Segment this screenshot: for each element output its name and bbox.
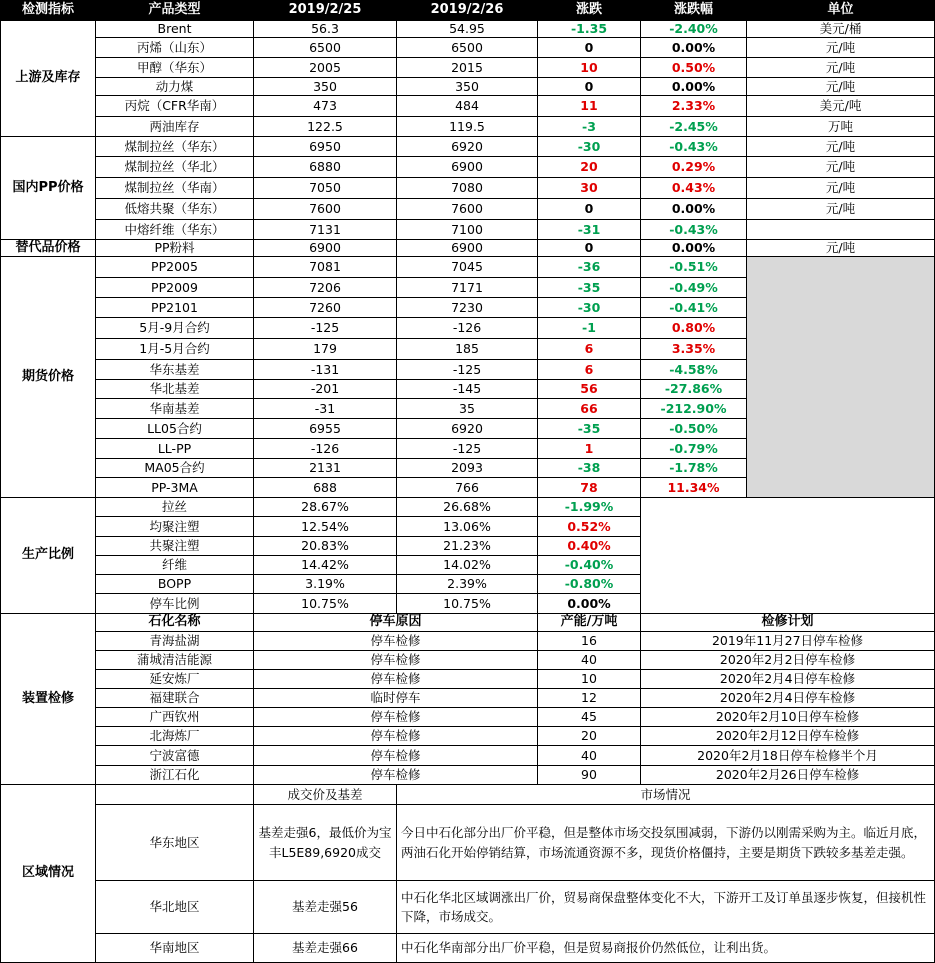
change-value: -30 (538, 298, 641, 318)
change-value: 0 (538, 240, 641, 257)
blank-cell (96, 785, 254, 805)
product-name: 拉丝 (96, 498, 254, 517)
change-percent: -2.45% (641, 117, 747, 137)
unit: 元/吨 (747, 178, 935, 199)
change-value: 30 (538, 178, 641, 199)
product-name: 均聚注塑 (96, 517, 254, 537)
value-2019-2-25: 28.67% (254, 498, 397, 517)
change-value: -1.99% (538, 498, 641, 517)
stop-reason: 停车检修 (254, 708, 538, 727)
change-value: 1 (538, 439, 641, 459)
capacity: 40 (538, 746, 641, 766)
product-name: LL05合约 (96, 419, 254, 439)
category-label: 生产比例 (1, 498, 96, 614)
change-value: 0 (538, 78, 641, 96)
value-2019-2-26: 766 (397, 478, 538, 498)
product-name: 两油库存 (96, 117, 254, 137)
change-value: -1.35 (538, 21, 641, 38)
value-2019-2-25: 7260 (254, 298, 397, 318)
region-name: 华东地区 (96, 805, 254, 881)
value-2019-2-25: 6900 (254, 240, 397, 257)
change-value: -3 (538, 117, 641, 137)
product-name: 共聚注塑 (96, 537, 254, 556)
change-value: -36 (538, 257, 641, 278)
unit: 美元/吨 (747, 96, 935, 117)
value-2019-2-25: -126 (254, 439, 397, 459)
table-row (1, 651, 935, 670)
unit: 美元/桶 (747, 21, 935, 38)
plant-name: 福建联合 (96, 689, 254, 708)
table-row (1, 766, 935, 785)
value-2019-2-26: 6500 (397, 38, 538, 58)
change-percent: 0.00% (641, 240, 747, 257)
category-label: 国内PP价格 (1, 137, 96, 240)
market-summary: 今日中石化部分出厂价平稳，但是整体市场交投氛围减弱，下游仍以刚需采购为主。临近月底，两油石化开始停销结算，市场流通资源不多，现货价格僵持，主要是期货下跌较多基差走强。 (397, 805, 935, 881)
table-row (1, 157, 935, 178)
value-2019-2-25: 6500 (254, 38, 397, 58)
product-name: 煤制拉丝（华东） (96, 137, 254, 157)
table-row (1, 689, 935, 708)
value-2019-2-26: -125 (397, 360, 538, 380)
value-2019-2-25: 3.19% (254, 575, 397, 594)
category-label: 上游及库存 (1, 21, 96, 137)
capacity: 10 (538, 670, 641, 689)
capacity: 12 (538, 689, 641, 708)
capacity: 16 (538, 632, 641, 651)
value-2019-2-25: 7206 (254, 278, 397, 298)
value-2019-2-25: 122.5 (254, 117, 397, 137)
table-row (1, 78, 935, 96)
change-percent: 11.34% (641, 478, 747, 498)
capacity: 45 (538, 708, 641, 727)
column-header: 2019/2/26 (397, 1, 538, 21)
maintenance-plan: 2020年2月26日停车检修 (641, 766, 935, 785)
change-percent: 2.33% (641, 96, 747, 117)
change-value: -1 (538, 318, 641, 339)
change-value: 66 (538, 399, 641, 419)
region-name: 华北地区 (96, 881, 254, 934)
change-percent: -2.40% (641, 21, 747, 38)
table-row (1, 199, 935, 220)
value-2019-2-25: -131 (254, 360, 397, 380)
change-value: 6 (538, 360, 641, 380)
value-2019-2-25: 7131 (254, 220, 397, 240)
product-name: 丙烯（山东） (96, 38, 254, 58)
value-2019-2-26: 7080 (397, 178, 538, 199)
change-percent: -212.90% (641, 399, 747, 419)
change-percent: -0.51% (641, 257, 747, 278)
plant-name: 广西钦州 (96, 708, 254, 727)
change-value: 0.52% (538, 517, 641, 537)
plant-name: 延安炼厂 (96, 670, 254, 689)
stop-reason: 停车检修 (254, 670, 538, 689)
product-name: 煤制拉丝（华北） (96, 157, 254, 178)
unit: 元/吨 (747, 240, 935, 257)
change-value: 78 (538, 478, 641, 498)
change-percent: -0.49% (641, 278, 747, 298)
value-2019-2-26: 2.39% (397, 575, 538, 594)
change-percent: 0.50% (641, 58, 747, 78)
table-row (1, 240, 935, 257)
product-name: PP2005 (96, 257, 254, 278)
blank-area (641, 498, 935, 614)
value-2019-2-25: 2131 (254, 459, 397, 478)
table-row (1, 670, 935, 689)
column-header: 单位 (747, 1, 935, 21)
product-name: 中熔纤维（华东） (96, 220, 254, 240)
value-2019-2-26: 350 (397, 78, 538, 96)
unit: 元/吨 (747, 157, 935, 178)
product-name: Brent (96, 21, 254, 38)
change-value: -31 (538, 220, 641, 240)
change-percent: 0.43% (641, 178, 747, 199)
unit: 元/吨 (747, 199, 935, 220)
value-2019-2-26: 26.68% (397, 498, 538, 517)
column-header: 2019/2/25 (254, 1, 397, 21)
change-value: 0.00% (538, 594, 641, 614)
plant-name: 蒲城清洁能源 (96, 651, 254, 670)
table-row (1, 881, 935, 934)
value-2019-2-26: 2015 (397, 58, 538, 78)
value-2019-2-26: -126 (397, 318, 538, 339)
column-header: 检修计划 (641, 614, 935, 632)
table-row (1, 257, 935, 278)
value-2019-2-26: 7230 (397, 298, 538, 318)
column-header: 产能/万吨 (538, 614, 641, 632)
change-value: 11 (538, 96, 641, 117)
stop-reason: 停车检修 (254, 727, 538, 746)
value-2019-2-25: 7050 (254, 178, 397, 199)
maintenance-plan: 2020年2月18日停车检修半个月 (641, 746, 935, 766)
product-name: PP粉料 (96, 240, 254, 257)
value-2019-2-26: 14.02% (397, 556, 538, 575)
change-value: 56 (538, 380, 641, 399)
change-value: 20 (538, 157, 641, 178)
value-2019-2-26: 21.23% (397, 537, 538, 556)
value-2019-2-26: 13.06% (397, 517, 538, 537)
change-percent: -1.78% (641, 459, 747, 478)
change-value: -0.80% (538, 575, 641, 594)
product-name: 华北基差 (96, 380, 254, 399)
value-2019-2-26: 6920 (397, 137, 538, 157)
unit: 元/吨 (747, 58, 935, 78)
table-row (1, 632, 935, 651)
change-percent: -0.43% (641, 137, 747, 157)
change-value: 10 (538, 58, 641, 78)
market-summary: 中石化华南部分出厂价平稳，但是贸易商报价仍然低位，让利出货。 (397, 934, 935, 963)
value-2019-2-26: 35 (397, 399, 538, 419)
unit: 元/吨 (747, 38, 935, 58)
maintenance-plan: 2020年2月2日停车检修 (641, 651, 935, 670)
value-2019-2-26: 10.75% (397, 594, 538, 614)
table-row (1, 934, 935, 963)
value-2019-2-26: 6900 (397, 240, 538, 257)
column-header: 成交价及基差 (254, 785, 397, 805)
column-header: 石化名称 (96, 614, 254, 632)
product-name: 1月-5月合约 (96, 339, 254, 360)
maintenance-plan: 2020年2月10日停车检修 (641, 708, 935, 727)
value-2019-2-25: -125 (254, 318, 397, 339)
change-value: 0.40% (538, 537, 641, 556)
maintenance-plan: 2020年2月12日停车检修 (641, 727, 935, 746)
maintenance-plan: 2019年11月27日停车检修 (641, 632, 935, 651)
unit (747, 220, 935, 240)
change-percent: -27.86% (641, 380, 747, 399)
region-header-row (1, 785, 935, 805)
column-header: 市场情况 (397, 785, 935, 805)
value-2019-2-25: 6950 (254, 137, 397, 157)
table-row (1, 58, 935, 78)
unit: 万吨 (747, 117, 935, 137)
maintenance-header-row (1, 614, 935, 632)
capacity: 40 (538, 651, 641, 670)
value-2019-2-26: 6920 (397, 419, 538, 439)
value-2019-2-26: 185 (397, 339, 538, 360)
change-value: 6 (538, 339, 641, 360)
unit: 元/吨 (747, 78, 935, 96)
table-row (1, 117, 935, 137)
product-name: 煤制拉丝（华南） (96, 178, 254, 199)
change-percent: 0.00% (641, 38, 747, 58)
change-percent: 0.00% (641, 78, 747, 96)
product-name: 华南基差 (96, 399, 254, 419)
value-2019-2-25: 56.3 (254, 21, 397, 38)
change-percent: -0.43% (641, 220, 747, 240)
value-2019-2-25: 6880 (254, 157, 397, 178)
plant-name: 青海盐湖 (96, 632, 254, 651)
stop-reason: 停车检修 (254, 632, 538, 651)
column-header: 停车原因 (254, 614, 538, 632)
plant-name: 北海炼厂 (96, 727, 254, 746)
maintenance-plan: 2020年2月4日停车检修 (641, 689, 935, 708)
change-percent: -4.58% (641, 360, 747, 380)
unit-blank (747, 257, 935, 498)
deal-basis: 基差走强66 (254, 934, 397, 963)
value-2019-2-25: 688 (254, 478, 397, 498)
change-value: -0.40% (538, 556, 641, 575)
category-label: 期货价格 (1, 257, 96, 498)
capacity: 90 (538, 766, 641, 785)
value-2019-2-25: 12.54% (254, 517, 397, 537)
value-2019-2-25: 350 (254, 78, 397, 96)
value-2019-2-25: -201 (254, 380, 397, 399)
value-2019-2-25: 10.75% (254, 594, 397, 614)
table-row (1, 727, 935, 746)
product-name: 动力煤 (96, 78, 254, 96)
product-name: 5月-9月合约 (96, 318, 254, 339)
capacity: 20 (538, 727, 641, 746)
change-percent: 0.00% (641, 199, 747, 220)
table-row (1, 708, 935, 727)
value-2019-2-25: -31 (254, 399, 397, 419)
category-label: 区域情况 (1, 785, 96, 963)
product-name: BOPP (96, 575, 254, 594)
value-2019-2-26: 6900 (397, 157, 538, 178)
table-row (1, 220, 935, 240)
table-row (1, 746, 935, 766)
column-header: 产品类型 (96, 1, 254, 21)
market-summary: 中石化华北区域调涨出厂价，贸易商保盘整体变化不大，下游开工及订单虽逐步恢复，但接机性下降，市场成交。 (397, 881, 935, 934)
change-percent: 3.35% (641, 339, 747, 360)
value-2019-2-25: 2005 (254, 58, 397, 78)
stop-reason: 临时停车 (254, 689, 538, 708)
stop-reason: 停车检修 (254, 746, 538, 766)
category-label: 装置检修 (1, 614, 96, 785)
unit: 元/吨 (747, 137, 935, 157)
product-name: PP-3MA (96, 478, 254, 498)
value-2019-2-26: 484 (397, 96, 538, 117)
category-label: 替代品价格 (1, 240, 96, 257)
change-value: 0 (538, 38, 641, 58)
value-2019-2-25: 179 (254, 339, 397, 360)
table-row (1, 805, 935, 881)
value-2019-2-25: 6955 (254, 419, 397, 439)
deal-basis: 基差走强56 (254, 881, 397, 934)
table-row (1, 96, 935, 117)
value-2019-2-25: 20.83% (254, 537, 397, 556)
plant-name: 浙江石化 (96, 766, 254, 785)
value-2019-2-25: 473 (254, 96, 397, 117)
stop-reason: 停车检修 (254, 766, 538, 785)
product-name: PP2009 (96, 278, 254, 298)
value-2019-2-26: 7600 (397, 199, 538, 220)
change-value: -38 (538, 459, 641, 478)
column-header: 涨跌 (538, 1, 641, 21)
change-percent: -0.41% (641, 298, 747, 318)
product-name: 丙烷（CFR华南） (96, 96, 254, 117)
value-2019-2-25: 14.42% (254, 556, 397, 575)
value-2019-2-26: 54.95 (397, 21, 538, 38)
change-percent: 0.29% (641, 157, 747, 178)
value-2019-2-26: -125 (397, 439, 538, 459)
product-name: LL-PP (96, 439, 254, 459)
product-name: 甲醇（华东） (96, 58, 254, 78)
value-2019-2-26: 119.5 (397, 117, 538, 137)
header-row (1, 1, 935, 21)
column-header: 检测指标 (1, 1, 96, 21)
table-row (1, 38, 935, 58)
table-row (1, 498, 935, 517)
change-value: -35 (538, 278, 641, 298)
product-name: MA05合约 (96, 459, 254, 478)
maintenance-plan: 2020年2月4日停车检修 (641, 670, 935, 689)
plant-name: 宁波富德 (96, 746, 254, 766)
product-name: 纤维 (96, 556, 254, 575)
table-row (1, 178, 935, 199)
product-name: 低熔共聚（华东） (96, 199, 254, 220)
value-2019-2-26: -145 (397, 380, 538, 399)
table-row (1, 137, 935, 157)
value-2019-2-26: 7100 (397, 220, 538, 240)
change-percent: 0.80% (641, 318, 747, 339)
value-2019-2-25: 7600 (254, 199, 397, 220)
column-header: 涨跌幅 (641, 1, 747, 21)
stop-reason: 停车检修 (254, 651, 538, 670)
table-row (1, 21, 935, 38)
change-value: 0 (538, 199, 641, 220)
change-percent: -0.50% (641, 419, 747, 439)
product-name: 华东基差 (96, 360, 254, 380)
value-2019-2-25: 7081 (254, 257, 397, 278)
deal-basis: 基差走强6，最低价为宝丰L5E89,6920成交 (254, 805, 397, 881)
value-2019-2-26: 2093 (397, 459, 538, 478)
value-2019-2-26: 7171 (397, 278, 538, 298)
change-value: -35 (538, 419, 641, 439)
change-percent: -0.79% (641, 439, 747, 459)
value-2019-2-26: 7045 (397, 257, 538, 278)
product-name: PP2101 (96, 298, 254, 318)
product-name: 停车比例 (96, 594, 254, 614)
change-value: -30 (538, 137, 641, 157)
region-name: 华南地区 (96, 934, 254, 963)
